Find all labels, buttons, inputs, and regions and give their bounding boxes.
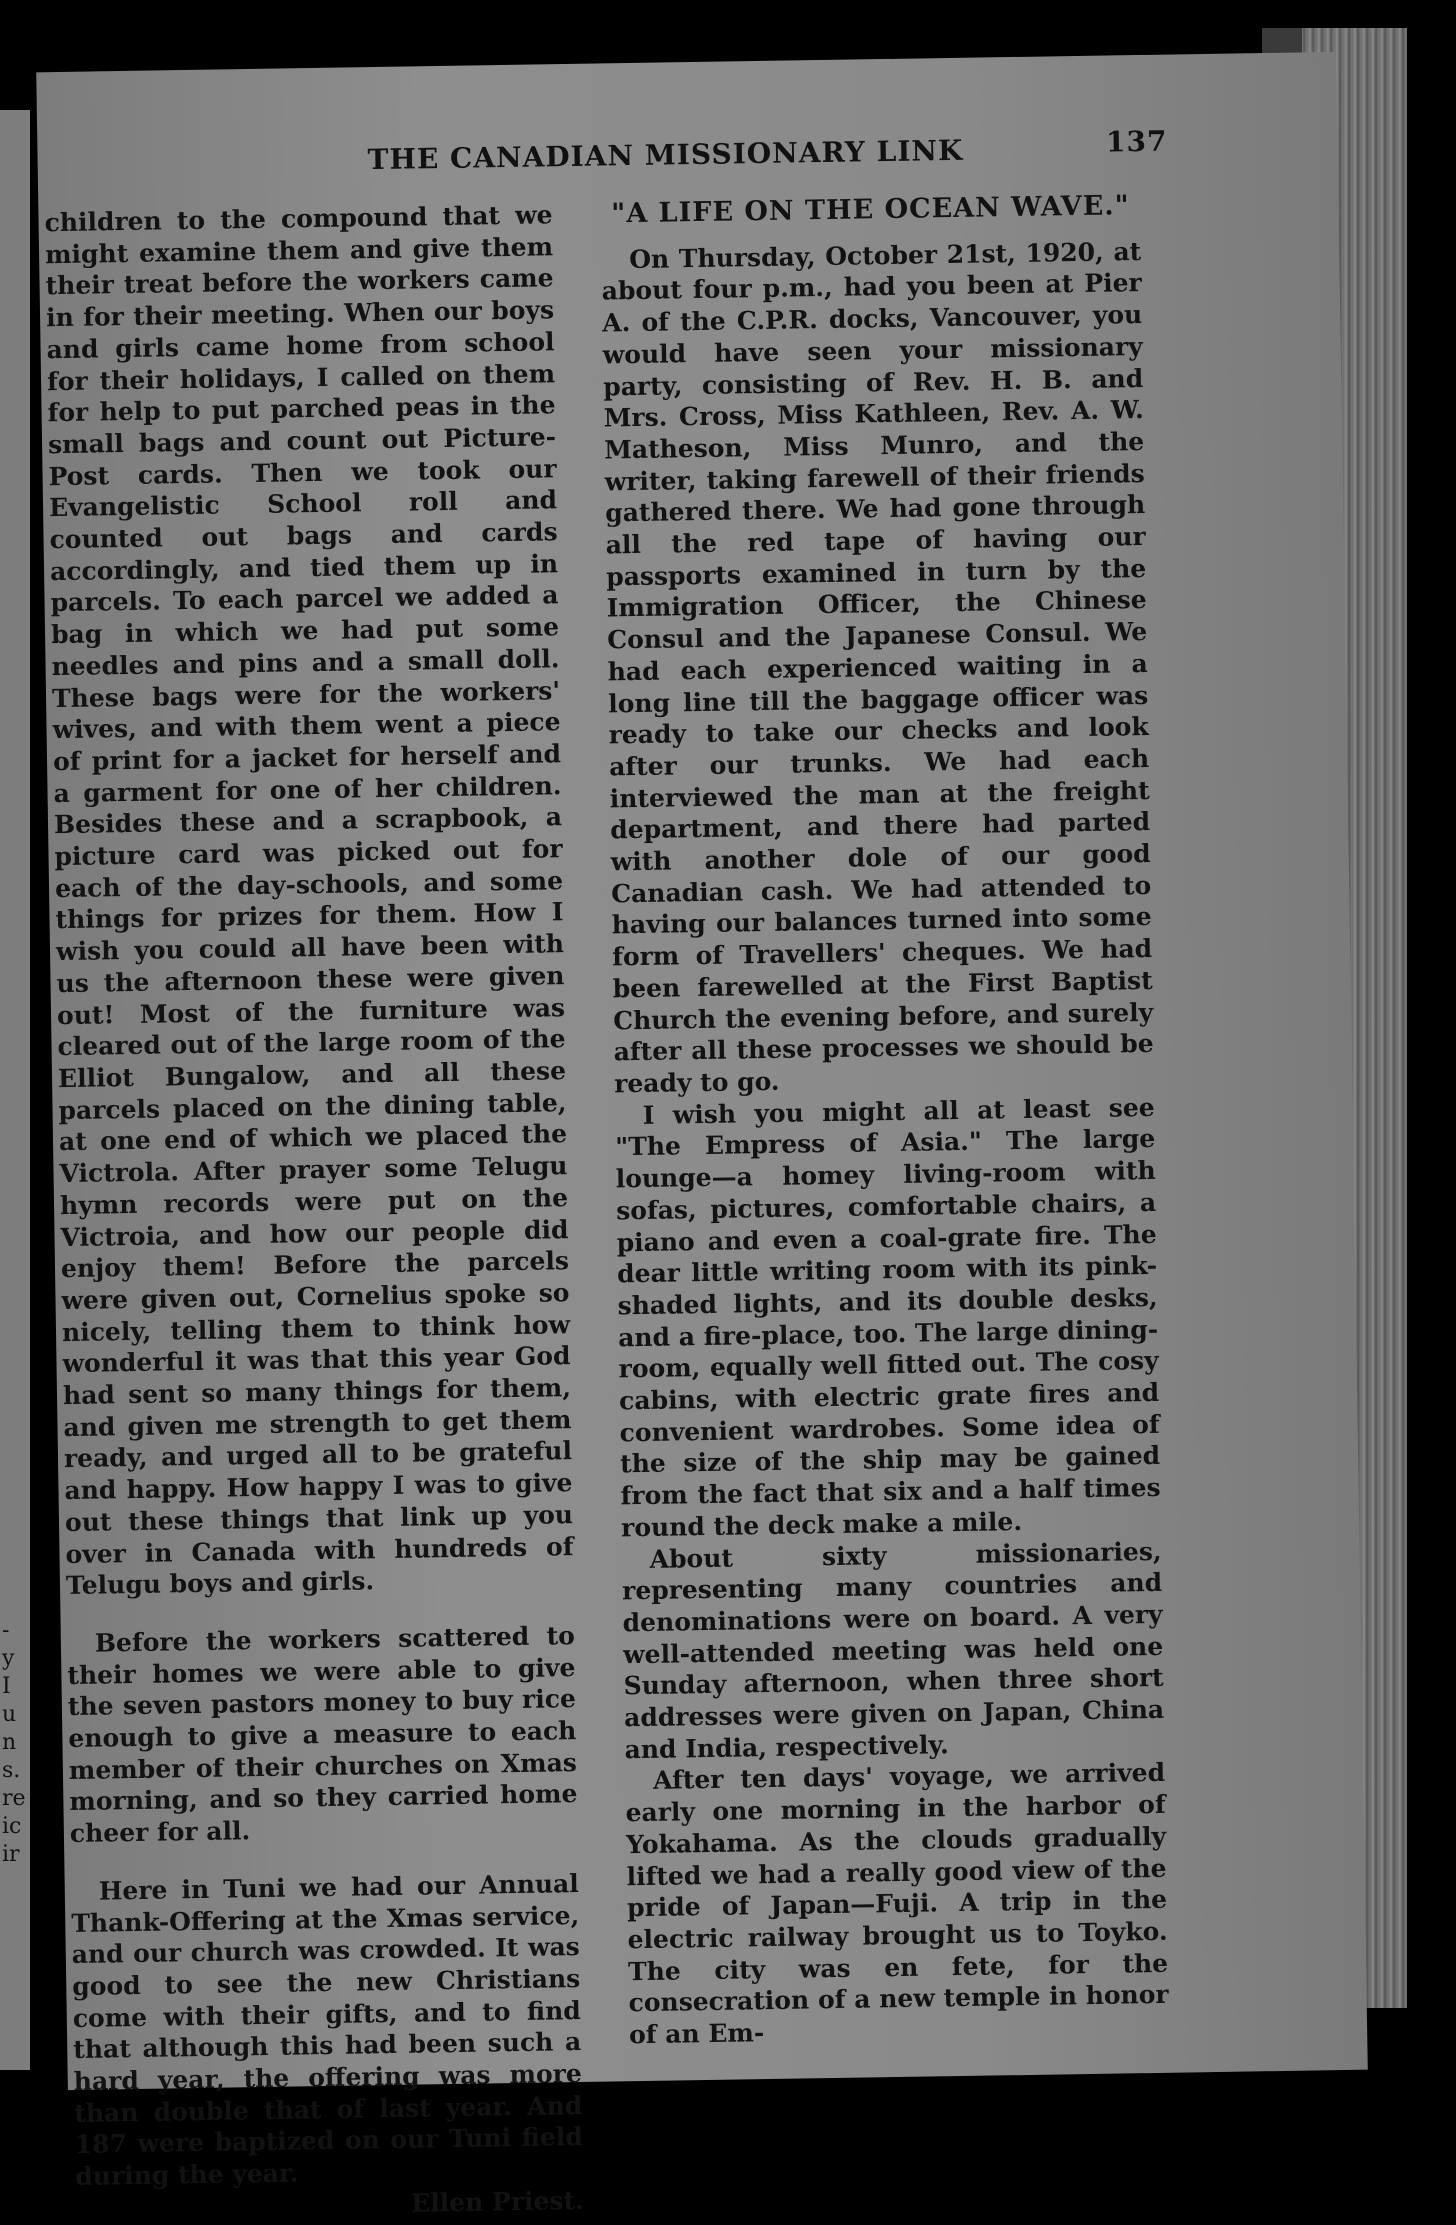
paragraph: Before the workers scattered to their homes we were able to give the seven pastors money to buy rice enough to give a measure to each member of their churches on Xmas morning, and so they carried home cheer for all. (67, 1621, 578, 1849)
paragraph: On Thursday, October 21st, 1920, at about four p.m., had you been at Pier A. of the C.P.R. docks, Vancouver, you would have seen your missionary party, consisting of Rev. H. B. and Mrs. Cross, Miss Kathleen, Rev. A. W. Matheson, Miss Munro, and the writer, taking farewell of their friends gathered there. We had gone through all the red tape of having our passports examined in turn by the Immigration Officer, the Chinese Consul and the Japanese Consul. We had each experienced waiting in a long line till the baggage officer was ready to take our checks and look after our trunks. We had each interviewed the man at the freight department, and there had parted with another dole of our good Canadian cash. We had attended to having our balances turned into some form of Travellers' cheques. We had been farewelled at the First Baptist Church the evening before, and surely after all these processes we should be ready to go. (601, 236, 1154, 1099)
paragraph: Here in Tuni we had our Annual Thank-Offering at the Xmas service, and our church was crowded. It was good to see the new Christians come with their gifts, and to find that although this had been such a hard year, the offering was more than double that of last year. And 187 were baptized on our Tuni field during the year. Ellen Priest. (71, 1868, 584, 2225)
running-header (107, 125, 1168, 192)
paragraph: After ten days' voyage, we arrived early one morning in the harbor of Yokahama. As the clouds gradually lifted we had a really good view of the pride of Japan—Fuji. A trip in the electric railway brought us to Toyko. The city was en fete, for the consecration of a new temple in honor of an Em- (625, 1758, 1169, 2050)
scanned-page (36, 52, 1368, 2218)
left-column (44, 199, 584, 2224)
paragraph: I wish you might all at least see "The Empress of Asia." The large lounge—a homey living-room with sofas, pictures, comfortable chairs, a piano and even a coal-grate fire. The dear little writing room with its pink-shaded lights, and its double desks, and a fire-place, too. The large dining-room, equally well fitted out. The cosy cabins, with electric grate fires and convenient wardrobes. Some idea of the size of the ship may be gained from the fact that six and a half times round the deck make a mile. (614, 1092, 1161, 1543)
paragraph: About sixty missionaries, representing many countries and denominations were on board. A very well-attended meeting was held one Sunday afternoon, when three short addresses were given on Japan, China and India, respectively. (621, 1536, 1165, 1765)
right-column (600, 190, 1169, 2051)
paragraph: children to the compound that we might examine them and give them their treat before the workers came in for their meeting. When our boys and girls came home from school for their holidays, I called on them for help to put parched peas in the small bags and count out Picture-Post cards. Then we took our Evangelistic School roll and counted out bags and cards accordingly, and tied them up in parcels. To each parcel we added a bag in which we had put some needles and pins and a small doll. These bags were for the workers' wives, and with them went a piece of print for a jacket for herself and a garment for one of her children. Besides these and a scrapbook, a picture card was picked out for each of the day-schools, and some things for prizes for them. How I wish you could all have been with us the afternoon these were given out! Most of the furniture was cleared out of the large room of the Elliot Bungalow, and all these parcels placed on the dining table, at one end of which we placed the Victrola. After prayer some Telugu hymn records were put on the Victroia, and how our people did enjoy them! Before the parcels were given out, Cornelius spoke so nicely, telling them to think how wonderful it was that this year God had sent so many things for them, and given me strength to get them ready, and urged all to be grateful and happy. How happy I was to give out these things that link up you over in Canada with hundreds of Telugu boys and girls. (44, 200, 574, 1601)
article-heading: "A LIFE ON THE OCEAN WAVE." (611, 190, 1130, 230)
signature: Ellen Priest. (410, 2185, 584, 2218)
adjacent-page-text-fragments: - y I u n s. re ic ir (2, 1618, 26, 1867)
journal-title: THE CANADIAN MISSIONARY LINK (367, 133, 964, 177)
page-number: 137 (1105, 124, 1168, 159)
